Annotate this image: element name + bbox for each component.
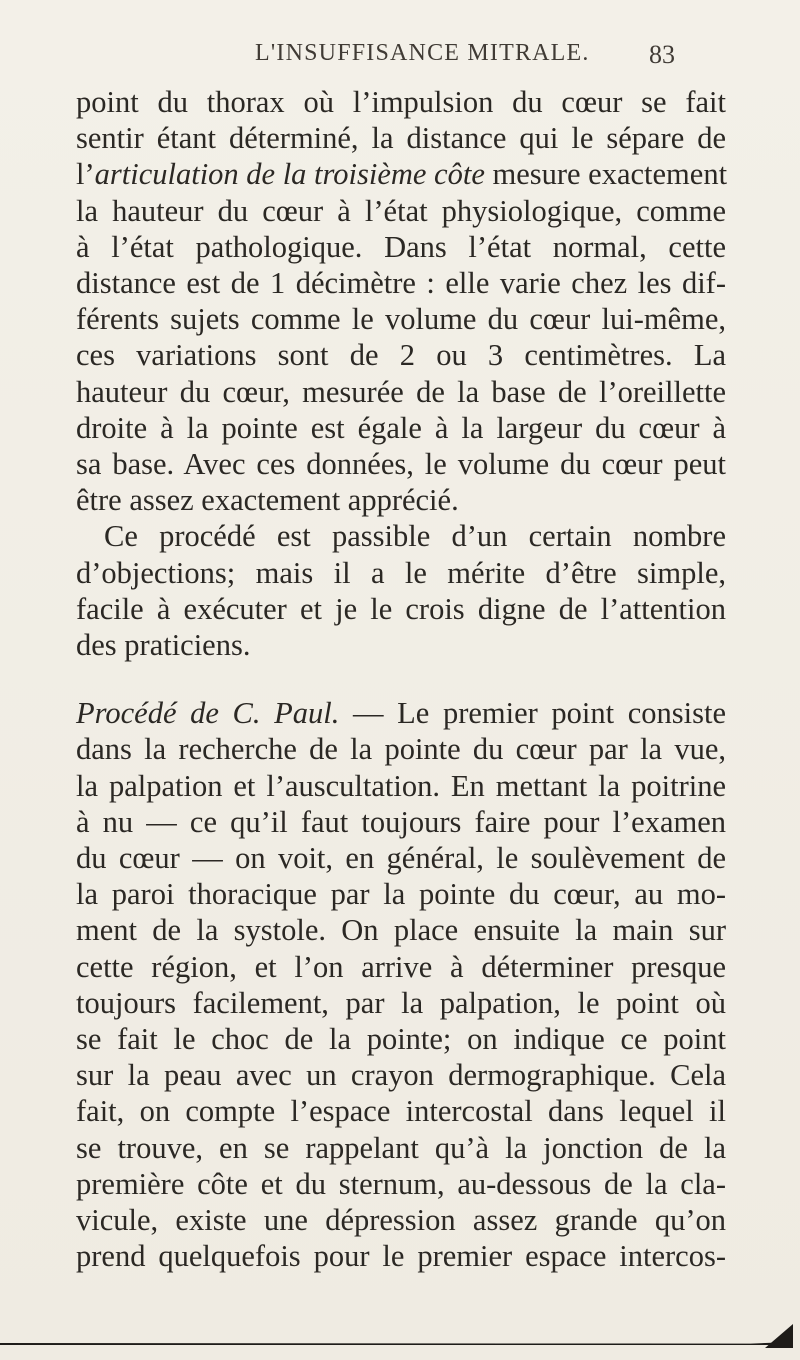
text-line: point du thorax où l’impulsion du cœur se fait bbox=[76, 85, 726, 119]
text-line: la hauteur du cœur à l’état physiologique, comme bbox=[76, 193, 726, 228]
text-line: se fait le choc de la pointe; on indique ce point bbox=[76, 1022, 726, 1057]
running-head: L'INSUFFISANCE MITRALE. bbox=[255, 40, 590, 66]
text-line: d’objections; mais il a le mérite d’être simple, bbox=[76, 555, 726, 590]
text-line: facile à exécuter et je le crois digne de l’attention bbox=[76, 591, 726, 626]
page-edge-shadow bbox=[0, 1342, 790, 1345]
text-segment: l’ bbox=[76, 157, 95, 192]
body-text bbox=[76, 84, 726, 1275]
text-line: première côte et du sternum, au-dessous de la cla- bbox=[76, 1166, 726, 1201]
text-line: distance est de 1 décimètre : elle varie chez les dif- bbox=[76, 266, 726, 301]
text-line: sentir étant déterminé, la distance qui le sépare de bbox=[76, 121, 726, 156]
text-line: cette région, et l’on arrive à déterminer presque bbox=[76, 949, 726, 984]
paragraph-3 bbox=[76, 695, 726, 1274]
text-line bbox=[76, 695, 726, 731]
text-line: être assez exactement apprécié. bbox=[76, 483, 459, 518]
text-line: à nu — ce qu’il faut toujours faire pour l’examen bbox=[76, 804, 726, 839]
paragraph-gap bbox=[76, 663, 726, 695]
page-header bbox=[255, 40, 675, 80]
text-line bbox=[76, 156, 726, 192]
text-line: vicule, existe une dépression assez grande qu’on bbox=[76, 1203, 726, 1238]
text-line: ces variations sont de 2 ou 3 centimètres. La bbox=[76, 338, 726, 373]
section-heading: Procédé de C. Paul. bbox=[76, 696, 340, 731]
text-segment: — Le premier point consiste bbox=[339, 696, 727, 731]
text-line: des praticiens. bbox=[76, 628, 251, 663]
text-line: du cœur — on voit, en général, le soulèvement de bbox=[76, 841, 726, 876]
text-line: Ce procédé est passible d’un certain nombre bbox=[104, 519, 726, 554]
text-line: hauteur du cœur, mesurée de la base de l’oreillette bbox=[76, 374, 726, 409]
text-line: fait, on compte l’espace intercostal dans lequel il bbox=[76, 1094, 726, 1129]
text-line: prend quelquefois pour le premier espace intercos- bbox=[76, 1239, 726, 1274]
paragraph-2 bbox=[76, 518, 726, 663]
text-line: dans la recherche de la pointe du cœur par la vue, bbox=[76, 732, 726, 767]
page-number: 83 bbox=[649, 40, 675, 69]
text-line: sa base. Avec ces données, le volume du cœur peut bbox=[76, 447, 726, 482]
page-corner-shadow bbox=[765, 1324, 793, 1348]
text-line: sur la peau avec un crayon dermographique. Cela bbox=[76, 1058, 726, 1093]
text-segment: mesure exactement bbox=[484, 157, 728, 192]
paragraph-1 bbox=[76, 84, 726, 518]
text-line: droite à la pointe est égale à la largeur du cœur à bbox=[76, 410, 726, 445]
text-line: toujours facilement, par la palpation, le point où bbox=[76, 985, 726, 1020]
text-line: ment de la systole. On place ensuite la main sur bbox=[76, 913, 726, 948]
text-line: férents sujets comme le volume du cœur lui-même, bbox=[76, 302, 726, 337]
text-line: à l’état pathologique. Dans l’état normal, cette bbox=[76, 229, 726, 264]
text-line: se trouve, en se rappelant qu’à la jonction de la bbox=[76, 1130, 726, 1165]
italic-phrase: articulation de la troisième côte bbox=[94, 157, 485, 192]
text-line: la palpation et l’auscultation. En mettant la poitrine bbox=[76, 768, 726, 803]
text-line: la paroi thoracique par la pointe du cœur, au mo- bbox=[76, 877, 726, 912]
